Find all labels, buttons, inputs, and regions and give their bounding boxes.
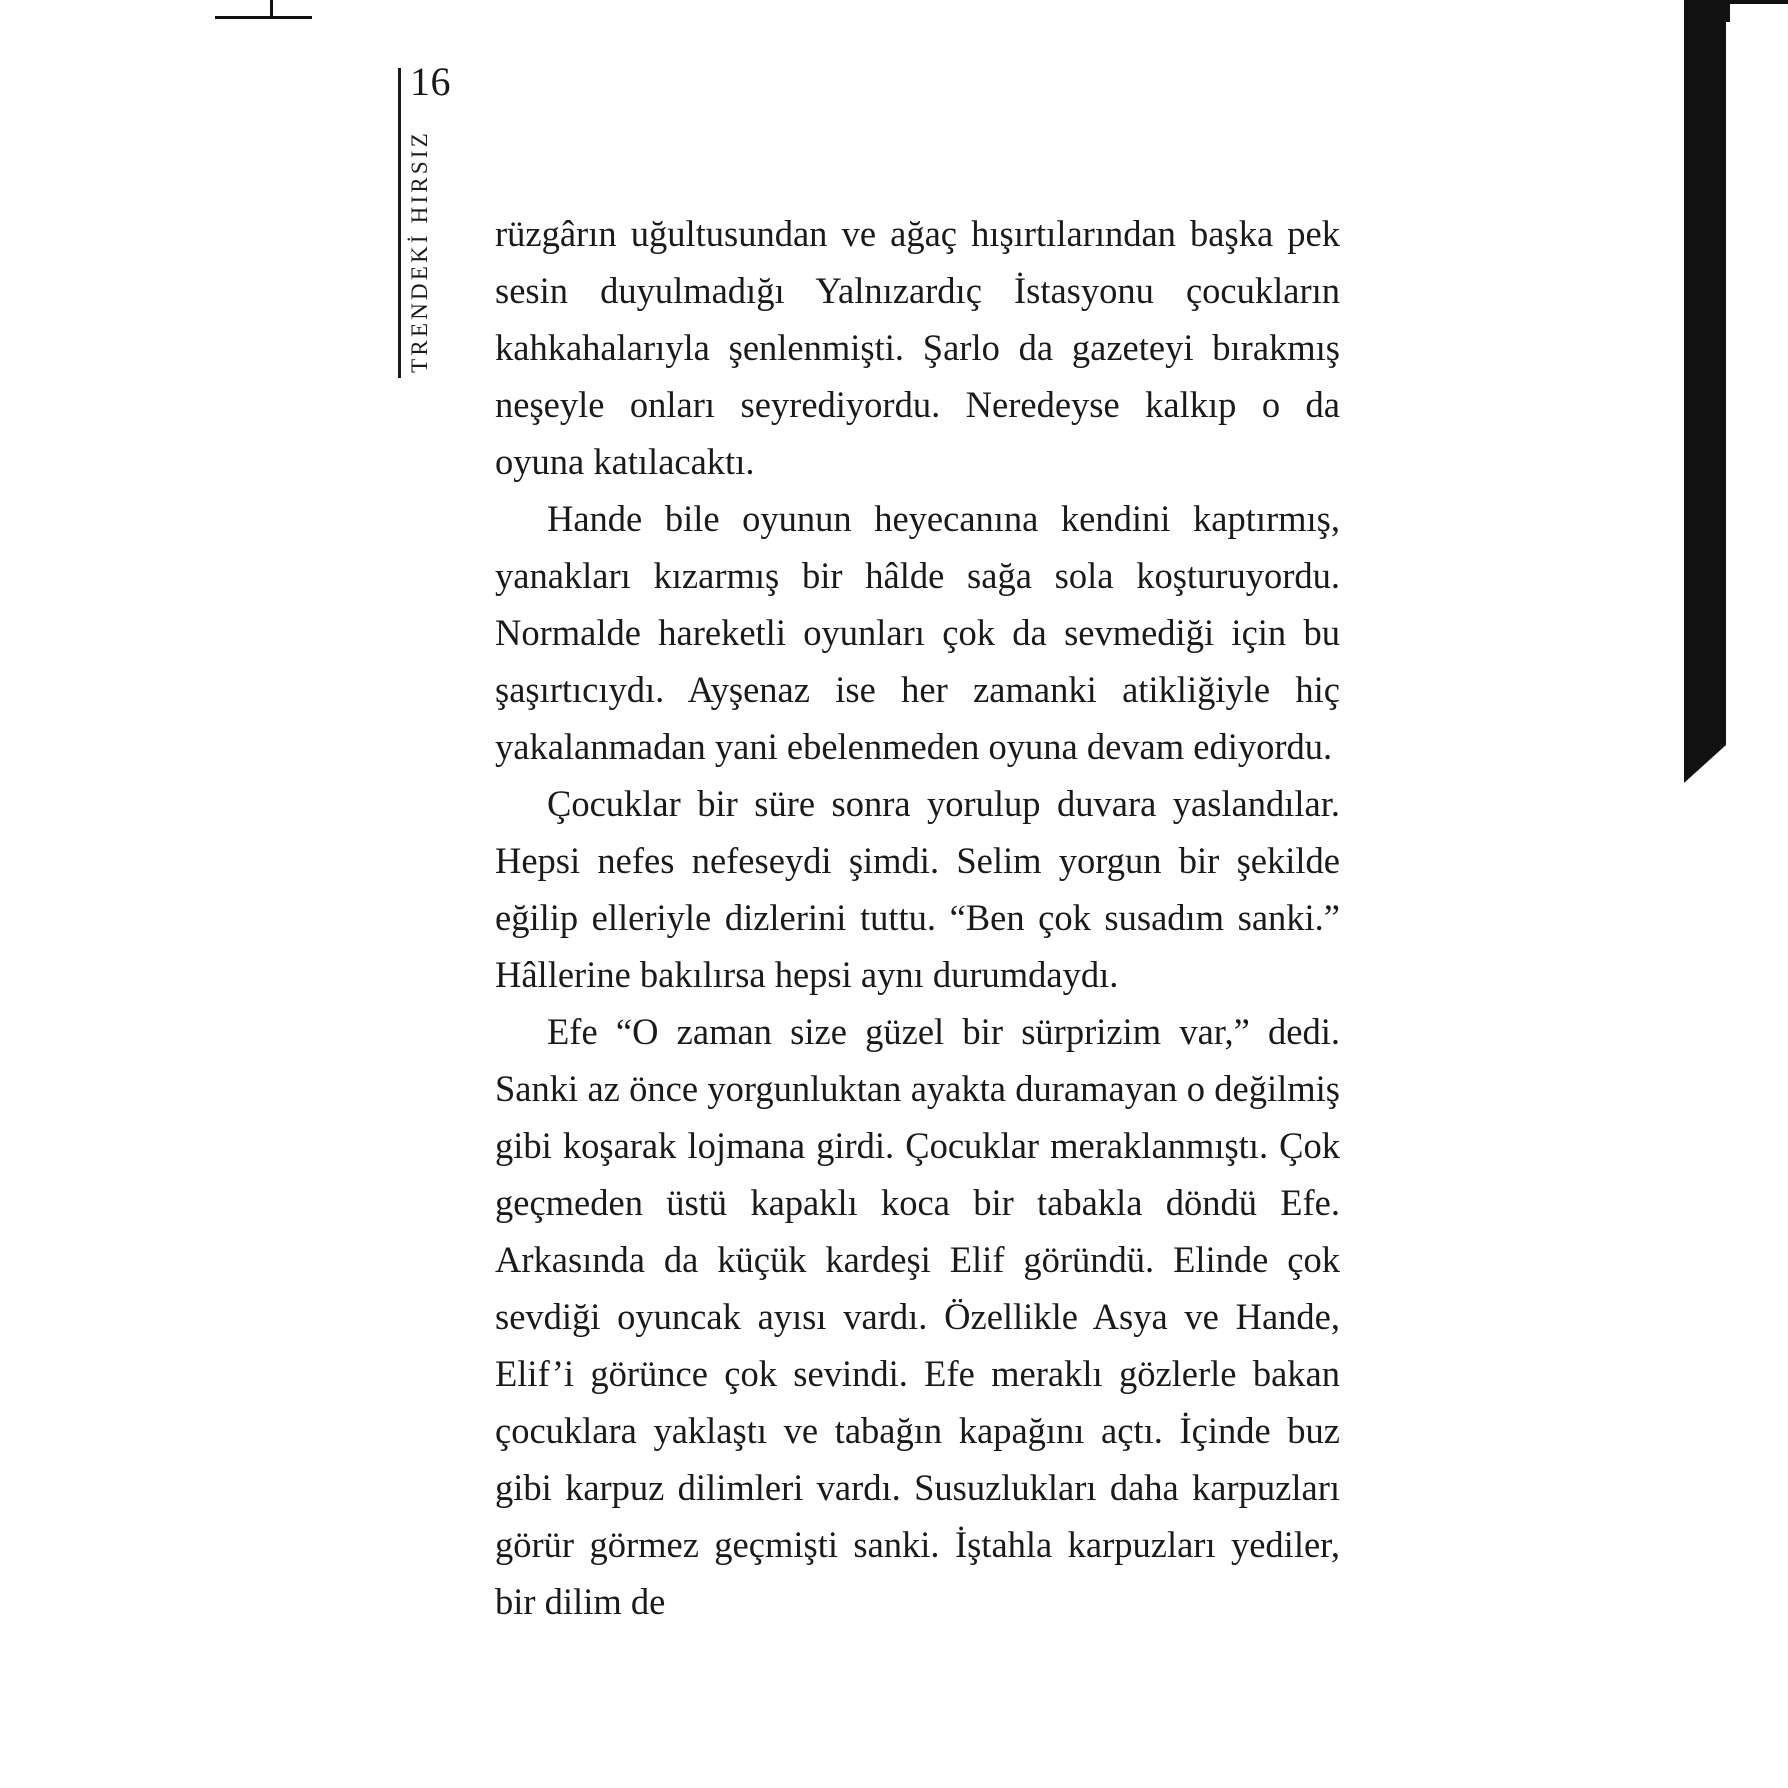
running-head-title: TRENDEKİ HIRSIZ [407,130,432,373]
body-text-column [495,205,1340,1630]
paragraph: Çocuklar bir süre sonra yorulup duvara yaslandılar. Hepsi nefes nefeseydi şimdi. Selim yorgun bir şekilde eğilip elleriyle dizlerini tuttu. “Ben çok susadım sanki.” Hâllerine bakılırsa hepsi aynı durumdaydı. [495,783,1340,995]
folio-block [398,59,458,382]
edge-black-bar [1684,0,1726,745]
page-edge-marker [1658,0,1788,775]
edge-rule-horizontal [1730,0,1788,4]
page-number: 16 [410,59,451,104]
paragraph: rüzgârın uğultusundan ve ağaç hışırtılarından başka pek sesin duyulmadığı Yalnızardıç İstasyonu çocukların kahkahalarıyla şenlenmişti. Şarlo da gazeteyi bırakmış neşeyle onları seyrediyordu. Neredeyse kalkıp o da oyuna katılacaktı. [495,213,1340,482]
crop-mark-top-left [215,0,273,19]
paragraph: Hande bile oyunun heyecanına kendini kaptırmış, yanakları kızarmış bir hâlde sağa sola koşturuyordu. Normalde hareketli oyunları çok da sevmediği için bu şaşırtıcıydı. Ayşenaz ise her zamanki atikliğiyle hiç yakalanmadan yani ebelenmeden oyuna devam ediyordu. [495,498,1340,767]
crop-mark-top-left-rule [270,0,312,19]
edge-rule-vertical [1726,0,1730,22]
folio-rule [398,68,401,378]
paragraph: Efe “O zaman size güzel bir sürprizim var,” dedi. Sanki az önce yorgunluktan ayakta duramayan o değilmiş gibi koşarak lojmana girdi. Çocuklar meraklanmıştı. Çok geçmeden üstü kapaklı koca bir tabakla döndü Efe. Arkasında da küçük kardeşi Elif göründü. Elinde çok sevdiği oyuncak ayısı vardı. Özellikle Asya ve Hande, Elif’i görünce çok sevindi. Efe meraklı gözlerle bakan çocuklara yaklaştı ve tabağın kapağını açtı. İçinde buz gibi karpuz dilimleri vardı. Susuzlukları daha karpuzları görür görmez geçmişti sanki. İştahla karpuzları yediler, bir dilim de [495,1011,1340,1622]
